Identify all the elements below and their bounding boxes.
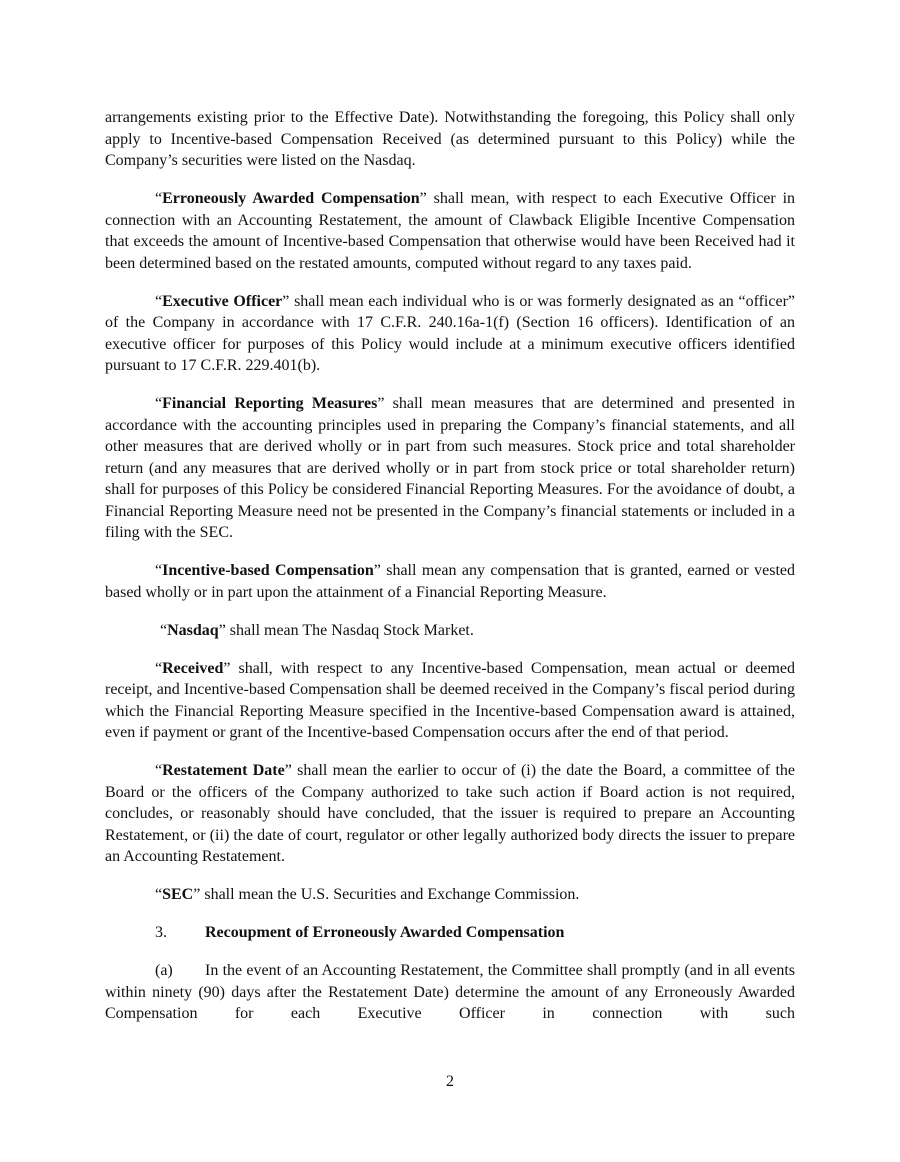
definition-erroneously-awarded-compensation — [105, 188, 795, 274]
defined-term: Erroneously Awarded Compensation — [162, 190, 420, 207]
defined-term: Received — [162, 659, 224, 677]
quote: “ — [155, 762, 163, 779]
definition-text: ” shall mean each individual who is or was formerly designated as an “officer” of the Company in accordance with 17 C.F.R. 240.16a-1(f) (Section 16 officers). Identification of an executive officer for purposes of this Policy would include at a minimum executive officers identified pursuant to 17 C.F.R. 229.401(b). — [105, 292, 796, 374]
defined-term: Financial Reporting Measures — [162, 395, 378, 412]
section-heading — [105, 922, 795, 944]
quote: “ — [160, 621, 168, 639]
quote: “ — [155, 562, 163, 579]
quote: “ — [155, 886, 163, 903]
subsection-label: (a) — [155, 962, 173, 979]
defined-term: Executive Officer — [162, 292, 283, 310]
definition-text: ” shall, with respect to any Incentive-based Compensation, mean actual or deemed receipt, and Incentive-based Compensation shall be deemed received in the Company’s fiscal period during which the Financial Reporting Measure specified in the Incentive-based Compensation award is attained, even if payment or grant of the Incentive-based Compensation occurs after the end of that period. — [105, 659, 795, 741]
section-number: 3. — [155, 924, 167, 941]
page-number: 2 — [446, 1073, 454, 1090]
subsection-a — [105, 960, 795, 1025]
definition-incentive-based-compensation — [105, 560, 795, 603]
paragraph-continuation: arrangements existing prior to the Effective Date). Notwithstanding the foregoing, this Policy shall only apply to Incentive-based Compensation Received (as determined pursuant to this Policy) while the Company’s securities were listed on the Nasdaq. — [105, 109, 795, 169]
section-title: Recoupment of Erroneously Awarded Compensation — [205, 924, 565, 941]
quote: “ — [155, 190, 163, 207]
definition-executive-officer — [105, 291, 795, 377]
definition-sec — [105, 884, 795, 906]
definition-text: ” shall mean, with respect to each Executive Officer in connection with an Accounting Restatement, the amount of Clawback Eligible Incentive Compensation that exceeds the amount of Incentive-based Compensation that otherwise would have been Received had it been determined based on the restated amounts, computed without regard to any taxes paid. — [105, 190, 796, 272]
defined-term: SEC — [162, 886, 194, 903]
quote: “ — [155, 395, 163, 412]
definition-nasdaq — [105, 620, 795, 642]
document-page — [105, 107, 795, 1041]
definition-text: ” shall mean measures that are determined and presented in accordance with the accounting principles used in preparing the Company’s financial statements, and all other measures that are derived wholly or in part from such measures. Stock price and total shareholder return (and any measures that are derived wholly or in part from stock price or total shareholder return) shall for purposes of this Policy be considered Financial Reporting Measures. For the avoidance of doubt, a Financial Reporting Measure need not be presented in the Company’s financial statements or included in a filing with the SEC. — [105, 395, 795, 541]
quote: “ — [155, 292, 163, 310]
definition-text: ” shall mean the earlier to occur of (i) the date the Board, a committee of the Board or the officers of the Company authorized to take such action if Board action is not required, concludes, or reasonably should have concluded, that the issuer is required to prepare an Accounting Restatement, or (ii) the date of court, regulator or other legally authorized body directs the issuer to prepare an Accounting Restatement. — [105, 762, 796, 865]
definition-text: ” shall mean The Nasdaq Stock Market. — [218, 621, 474, 639]
definition-text: ” shall mean any compensation that is granted, earned or vested based wholly or in part upon the attainment of a Financial Reporting Measure. — [105, 562, 795, 601]
defined-term: Nasdaq — [167, 621, 219, 639]
quote: “ — [155, 659, 163, 677]
definition-restatement-date — [105, 760, 795, 868]
definition-text: ” shall mean the U.S. Securities and Exchange Commission. — [193, 886, 580, 903]
subsection-text: In the event of an Accounting Restatement, the Committee shall promptly (and in all events within ninety (90) days after the Restatement Date) determine the amount of any Erroneously Awarded Compensation for each Executive Officer in connection with such — [105, 962, 795, 1022]
defined-term: Incentive-based Compensation — [162, 562, 374, 579]
definition-financial-reporting-measures — [105, 393, 795, 544]
definition-received — [105, 658, 795, 744]
defined-term: Restatement Date — [162, 762, 285, 779]
